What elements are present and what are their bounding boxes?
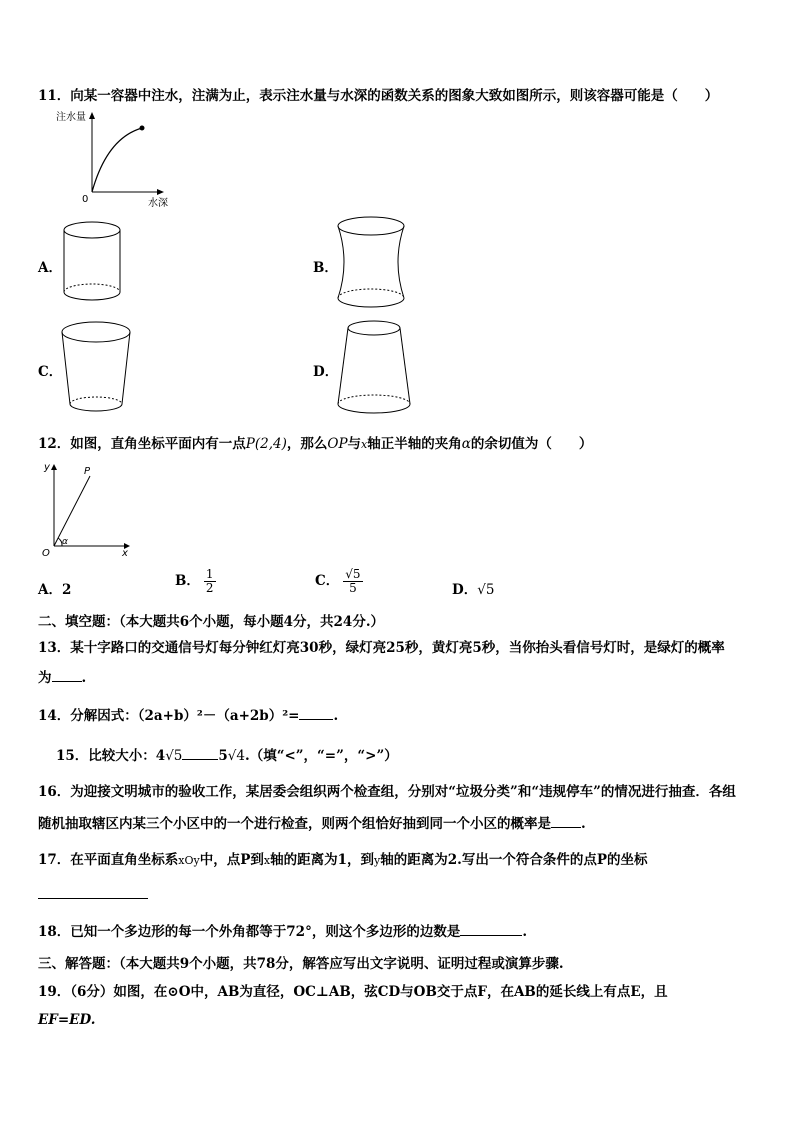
q17-answer-blank	[38, 898, 148, 899]
section-3-heading: 三、解答题：（本大题共9个小题，共78分，解答应写出文字说明、证明过程或演算步骤.	[38, 956, 564, 972]
svg-text:O: O	[42, 548, 50, 559]
question-12-stem: 12．如图，直角坐标平面内有一点P(2,4)，那么OP与x轴正半轴的夹角α的余切值为（ ）	[38, 436, 593, 452]
graph-ylabel: 注水量	[56, 112, 86, 123]
question-19-line1: 19．（6分）如图，在⊙O中，AB为直径，OC⊥AB，弦CD与OB交于点F，在AB的延长线上有点E，且	[38, 984, 668, 1000]
graph-origin: 0	[82, 194, 89, 205]
q11-option-d: D．	[313, 364, 339, 380]
question-17: 17．在平面直角坐标系xOy中，点P到x轴的距离为1，到y轴的距离为2.写出一个符合条件的点P的坐标	[38, 852, 648, 868]
q11-graph	[52, 108, 182, 208]
graph-xlabel: 水深	[148, 198, 168, 208]
container-cup-wide-top	[58, 318, 138, 418]
container-cup-wide-bottom	[334, 316, 418, 420]
svg-text:P: P	[84, 466, 91, 477]
svg-text:x: x	[122, 548, 128, 559]
question-13-line1: 13．某十字路口的交通信号灯每分钟红灯亮30秒，绿灯亮25秒，黄灯亮5秒，当你抬头看信号灯时，是绿灯的概率	[38, 640, 725, 656]
q12-option-c: C． $\frac{√5}{5}$	[315, 567, 361, 595]
container-cylinder	[60, 218, 130, 308]
svg-text:y: y	[44, 462, 50, 473]
q11-option-b: B．	[313, 260, 338, 276]
question-16-line2: 随机抽取辖区内某三个小区中的一个进行检查，则两个组恰好抽到同一个小区的概率是 .	[38, 816, 586, 832]
question-16-line1: 16．为迎接文明城市的验收工作，某居委会组织两个检查组，分别对“垃圾分类”和“违规停车”的情况进行抽查．各组	[38, 784, 736, 800]
question-19-line2: EF=ED.	[38, 1012, 96, 1028]
question-11-stem: 11．向某一容器中注水，注满为止，表示注水量与水深的函数关系的图象大致如图所示，则该容器可能是（ ）	[38, 88, 719, 104]
question-13-line2: 为 .	[38, 670, 87, 686]
section-2-heading: 二、填空题：（本大题共6个小题，每小题4分，共24分.）	[38, 614, 385, 630]
svg-text:α: α	[62, 537, 68, 547]
question-14: 14．分解因式：（2a+b）²－（a+2b）²= .	[38, 708, 339, 724]
q12-coordinate-figure	[38, 460, 138, 560]
q12-option-d: D．√5	[452, 582, 495, 598]
container-hourglass	[334, 212, 414, 312]
q12-option-a: A．2	[38, 582, 72, 598]
q12-option-b: B． $\frac{1}{2}$	[175, 567, 214, 595]
q11-option-a: A．	[38, 260, 62, 276]
q11-option-c: C．	[38, 364, 63, 380]
question-18: 18．已知一个多边形的每一个外角都等于72°，则这个多边形的边数是 .	[38, 924, 528, 940]
question-15: 15．比较大小：4√5 5√4.（填“<”，“=”，“>”）	[56, 748, 398, 764]
